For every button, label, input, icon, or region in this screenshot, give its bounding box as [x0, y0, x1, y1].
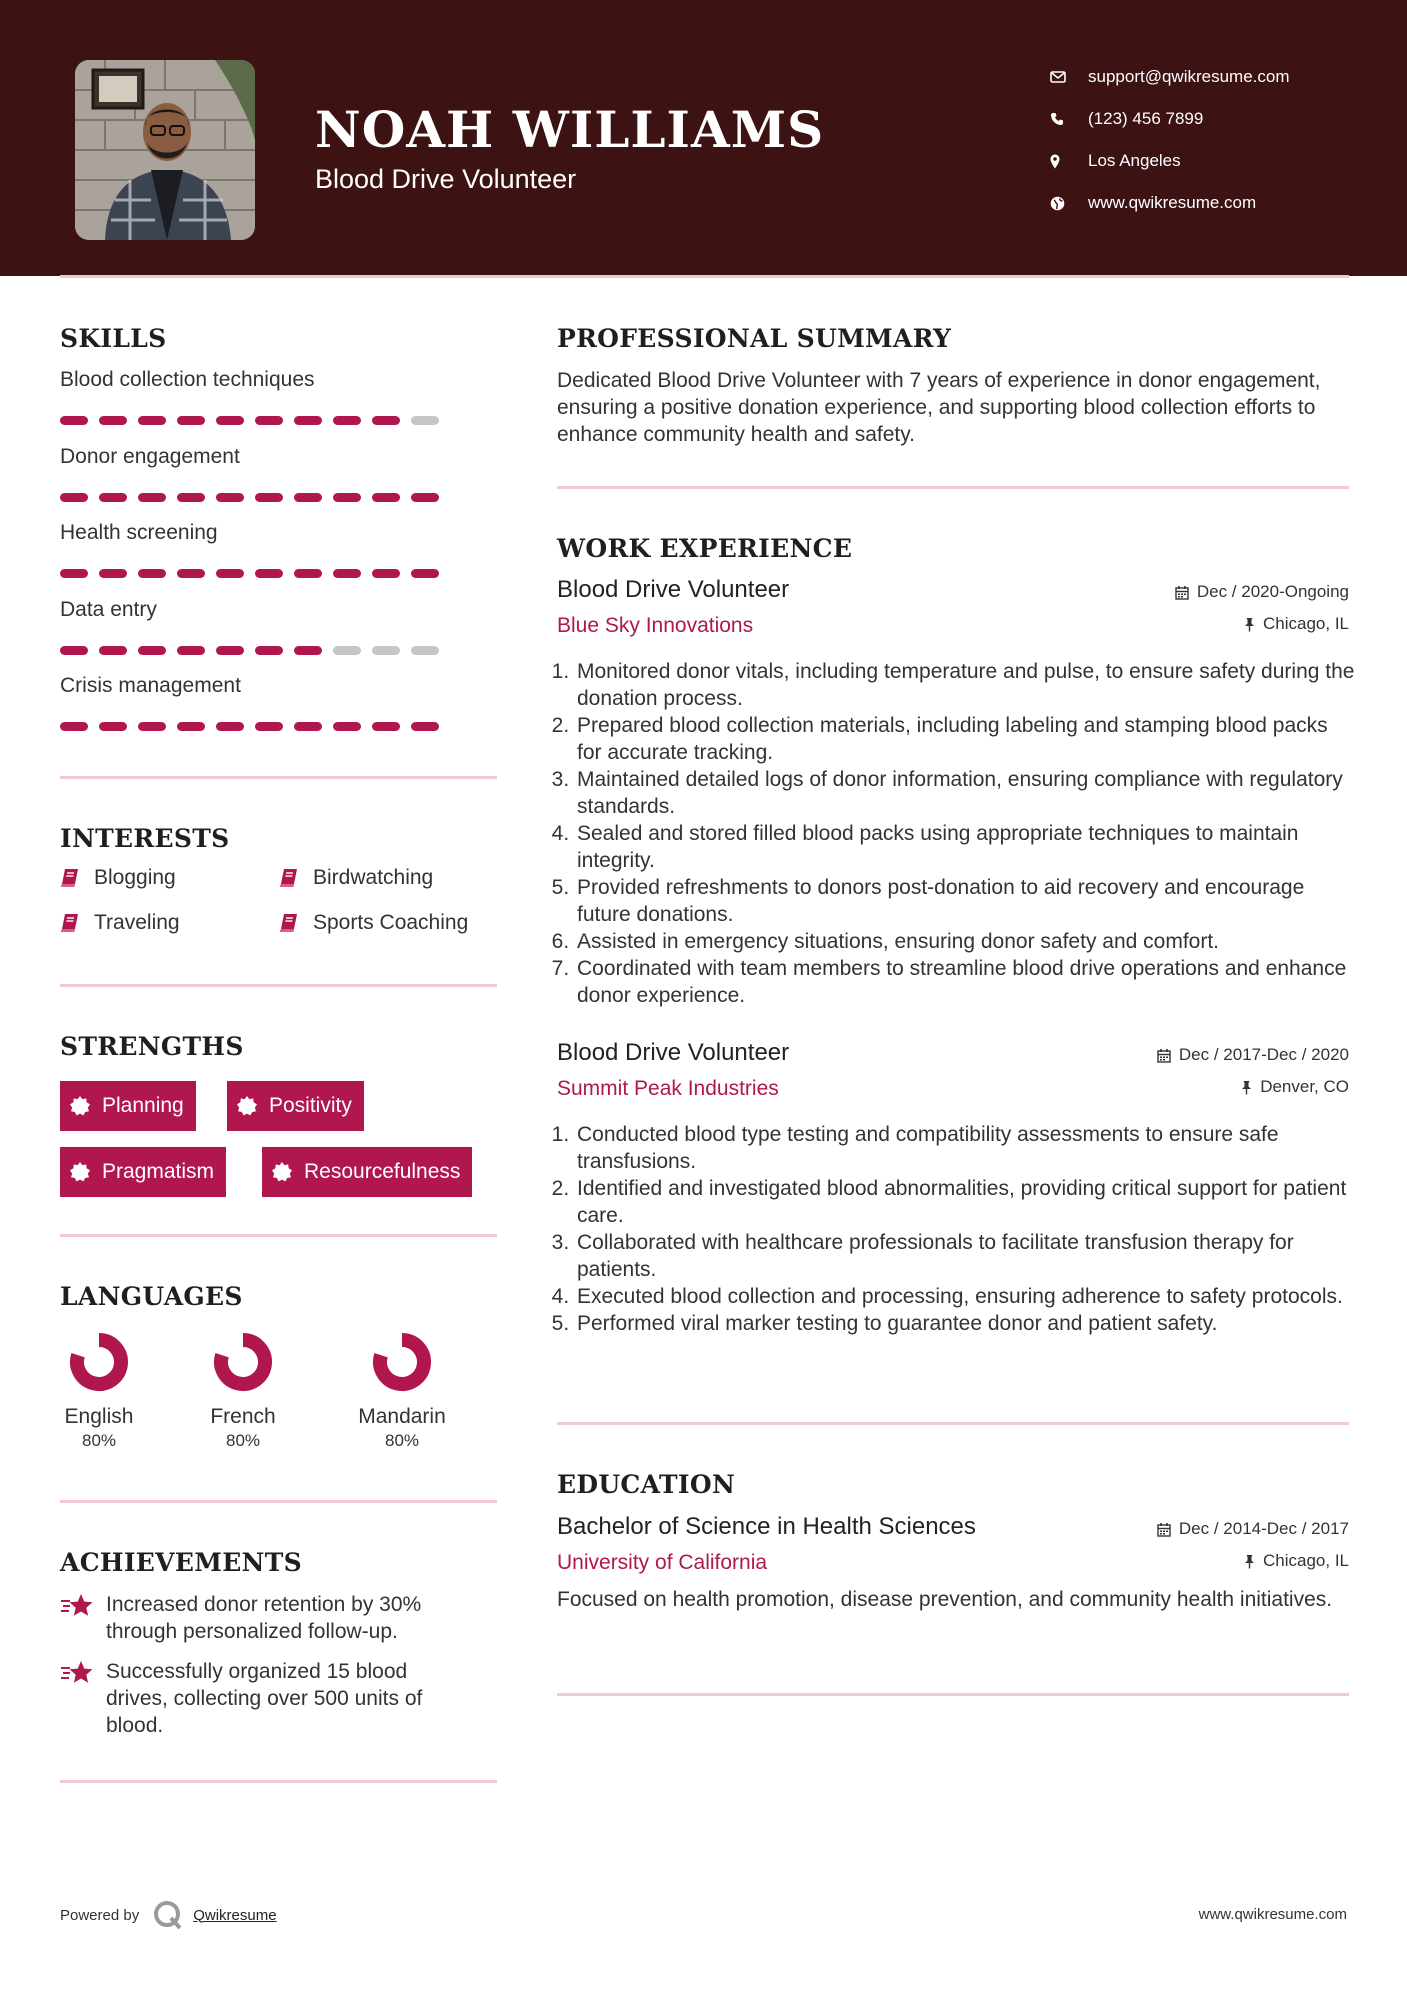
skill-dash-filled [333, 416, 361, 425]
skill-dash-filled [294, 416, 322, 425]
language-percent: 80% [225, 1431, 261, 1450]
job-header [557, 576, 1349, 646]
book-icon [60, 868, 80, 888]
job-date [1157, 1045, 1349, 1065]
education-heading: EDUCATION [557, 1470, 736, 1499]
duty-item: 2. Identified and investigated blood abnormalities, providing critical support for patient care. [575, 1175, 1357, 1229]
interest-item [60, 911, 180, 935]
skill-dash-filled [255, 646, 283, 655]
badge-icon [70, 1096, 90, 1116]
strength-label: Resourcefulness [304, 1160, 461, 1183]
skill-dash-filled [138, 569, 166, 578]
header-divider [60, 275, 1349, 278]
skill-dash-filled [333, 722, 361, 731]
language-ring [213, 1332, 273, 1392]
contact-email[interactable] [1050, 56, 1290, 98]
duty-item: 6. Assisted in emergency situations, ensuring donor safety and comfort. [575, 928, 1357, 955]
strengths-heading: STRENGTHS [60, 1032, 244, 1061]
strength-label: Positivity [269, 1094, 352, 1117]
pushpin-icon [1244, 1554, 1255, 1569]
summary-text: Dedicated Blood Drive Volunteer with 7 years of experience in donor engagement, ensuring a positive donation experience, and supporting blood collection efforts to enhance community health and safety. [557, 369, 1321, 446]
interest-label: Traveling [94, 911, 180, 934]
duty-item: 5. Performed viral marker testing to guarantee donor and patient safety. [575, 1310, 1357, 1337]
candidate-title: Blood Drive Volunteer [315, 164, 577, 194]
skill-dash-empty [372, 646, 400, 655]
job-date [1175, 582, 1349, 602]
strength-tag [60, 1147, 226, 1197]
job-company: Summit Peak Industries [557, 1077, 779, 1100]
interest-item [60, 866, 176, 890]
skill-dash-filled [99, 646, 127, 655]
languages-heading: LANGUAGES [60, 1282, 243, 1311]
skill-item [60, 368, 440, 425]
strength-tag [262, 1147, 472, 1197]
section-divider [557, 486, 1349, 489]
job-location [1241, 1077, 1349, 1097]
achievements-heading: ACHIEVEMENTS [60, 1548, 302, 1577]
globe-icon [1050, 196, 1088, 211]
school-name: University of California [557, 1551, 768, 1574]
calendar-icon [1157, 1048, 1171, 1063]
job-company: Blue Sky Innovations [557, 614, 754, 637]
strength-tag [227, 1081, 364, 1131]
skill-dash-filled [255, 416, 283, 425]
language-name: Mandarin [358, 1405, 446, 1428]
language-ring [372, 1332, 432, 1392]
calendar-icon [1157, 1522, 1171, 1537]
badge-icon [70, 1162, 90, 1182]
resume-header [0, 0, 1407, 276]
job-location-text: Denver, CO [1260, 1077, 1349, 1096]
skill-dash-empty [333, 646, 361, 655]
map-pin-icon [1050, 154, 1088, 169]
education-date-text: Dec / 2014-Dec / 2017 [1178, 1519, 1349, 1538]
section-divider [557, 1422, 1349, 1425]
interest-item [279, 911, 468, 935]
language-ring-arc [221, 1340, 265, 1384]
job-date-text: Dec / 2017-Dec / 2020 [1178, 1045, 1349, 1064]
interests-heading: INTERESTS [60, 824, 230, 853]
language-item [39, 1332, 159, 1451]
skills-heading: SKILLS [60, 324, 167, 353]
job-location-text: Chicago, IL [1263, 614, 1349, 633]
strength-label: Planning [102, 1094, 184, 1117]
skill-dash-filled [99, 416, 127, 425]
contact-website[interactable] [1050, 182, 1290, 224]
skill-level-bar [60, 493, 440, 502]
achievement-item [60, 1658, 460, 1739]
powered-by-label: Powered by [60, 1906, 140, 1924]
skill-dash-filled [60, 569, 88, 578]
section-divider [60, 1780, 497, 1783]
skill-item [60, 445, 440, 502]
skill-dash-filled [372, 416, 400, 425]
duty-item: 1. Monitored donor vitals, including temperature and pulse, to ensure safety during the donation process. [575, 658, 1357, 712]
achievement-text: Increased donor retention by 30% through personalized follow-up. [106, 1593, 422, 1643]
footer-url[interactable]: www.qwikresume.com [1198, 1906, 1347, 1923]
book-icon [60, 913, 80, 933]
achievement-item [60, 1591, 460, 1645]
strength-tag [60, 1081, 196, 1131]
education-location [1244, 1551, 1349, 1571]
skill-dash-filled [255, 569, 283, 578]
skill-name: Crisis management [60, 674, 241, 697]
contact-email-text: support@qwikresume.com [1088, 67, 1290, 86]
language-percent: 80% [384, 1431, 420, 1450]
badge-icon [272, 1162, 292, 1182]
job-role: Blood Drive Volunteer [557, 576, 790, 603]
skill-dash-filled [216, 722, 244, 731]
skill-dash-filled [99, 569, 127, 578]
skill-dash-filled [216, 416, 244, 425]
skill-dash-filled [216, 493, 244, 502]
skill-dash-filled [333, 493, 361, 502]
skill-dash-empty [411, 416, 439, 425]
star-icon [60, 1660, 94, 1686]
skill-dash-filled [177, 493, 205, 502]
skill-dash-filled [138, 646, 166, 655]
skill-dash-filled [177, 569, 205, 578]
skill-dash-filled [372, 569, 400, 578]
language-name: French [210, 1405, 276, 1428]
skill-dash-filled [255, 722, 283, 731]
skill-dash-filled [333, 569, 361, 578]
degree-name: Bachelor of Science in Health Sciences [557, 1513, 976, 1540]
footer-powered-by [60, 1900, 277, 1930]
skill-dash-filled [138, 416, 166, 425]
contact-location-text: Los Angeles [1088, 151, 1181, 170]
section-divider [60, 776, 497, 779]
skill-dash-filled [177, 722, 205, 731]
pushpin-icon [1244, 617, 1255, 632]
job-duties [557, 658, 1357, 1009]
contact-phone-text: (123) 456 7899 [1088, 109, 1204, 128]
skill-name: Donor engagement [60, 445, 240, 468]
interest-label: Blogging [94, 866, 176, 889]
envelope-icon [1050, 71, 1088, 83]
language-ring-arc [77, 1340, 121, 1384]
skill-dash-empty [411, 646, 439, 655]
skill-dash-filled [60, 416, 88, 425]
education-header [557, 1513, 1349, 1583]
skill-dash-filled [60, 493, 88, 502]
book-icon [279, 913, 299, 933]
section-divider [60, 1500, 497, 1503]
contact-phone[interactable] [1050, 98, 1290, 140]
summary-heading: PROFESSIONAL SUMMARY [557, 324, 952, 353]
duty-item: 2. Prepared blood collection materials, including labeling and stamping blood packs for accurate tracking. [575, 712, 1357, 766]
skill-name: Data entry [60, 598, 157, 621]
language-ring-arc [380, 1340, 424, 1384]
skill-dash-filled [177, 646, 205, 655]
job-date-text: Dec / 2020-Ongoing [1196, 582, 1349, 601]
skill-dash-filled [216, 569, 244, 578]
interest-item [279, 866, 433, 890]
job-location [1244, 614, 1349, 634]
education-location-text: Chicago, IL [1263, 1551, 1349, 1570]
strength-label: Pragmatism [102, 1160, 215, 1183]
duty-item: 3. Collaborated with healthcare professionals to facilitate transfusion therapy for patients. [575, 1229, 1357, 1283]
profile-photo [75, 60, 255, 240]
contact-location [1050, 140, 1290, 182]
skill-dash-filled [216, 646, 244, 655]
duty-item: 4. Executed blood collection and processing, ensuring adherence to safety protocols. [575, 1283, 1357, 1310]
interest-label: Sports Coaching [313, 911, 469, 934]
section-divider [60, 1234, 497, 1237]
skill-dash-filled [372, 493, 400, 502]
skill-dash-filled [99, 722, 127, 731]
calendar-icon [1175, 585, 1189, 600]
section-divider [60, 984, 497, 987]
duty-item: 3. Maintained detailed logs of donor information, ensuring compliance with regulatory standards. [575, 766, 1357, 820]
language-ring [69, 1332, 129, 1392]
phone-icon [1050, 112, 1088, 126]
interest-label: Birdwatching [313, 866, 434, 889]
language-item [342, 1332, 462, 1451]
job-duties [557, 1121, 1357, 1337]
skill-level-bar [60, 722, 440, 731]
skill-level-bar [60, 416, 440, 425]
badge-icon [237, 1096, 257, 1116]
duty-item: 4. Sealed and stored filled blood packs using appropriate techniques to maintain integrity. [575, 820, 1357, 874]
skill-dash-filled [411, 722, 439, 731]
star-icon [60, 1593, 94, 1619]
skill-name: Health screening [60, 521, 218, 544]
skill-dash-filled [294, 493, 322, 502]
job-role: Blood Drive Volunteer [557, 1039, 790, 1066]
qwikresume-logo-icon [153, 1900, 183, 1930]
skill-dash-filled [138, 493, 166, 502]
skill-dash-filled [99, 493, 127, 502]
duty-item: 1. Conducted blood type testing and compatibility assessments to ensure safe transfusions. [575, 1121, 1357, 1175]
skill-item [60, 521, 440, 578]
skill-dash-filled [60, 646, 88, 655]
skill-dash-filled [294, 569, 322, 578]
section-divider [557, 1693, 1349, 1696]
language-item [183, 1332, 303, 1451]
skill-dash-filled [372, 722, 400, 731]
skill-item [60, 674, 440, 731]
duty-item: 7. Coordinated with team members to streamline blood drive operations and enhance donor experience. [575, 955, 1357, 1009]
duty-item: 5. Provided refreshments to donors post-donation to aid recovery and encourage future donations. [575, 874, 1357, 928]
pushpin-icon [1241, 1080, 1252, 1095]
job-header [557, 1039, 1349, 1109]
skill-dash-filled [60, 722, 88, 731]
skill-dash-filled [138, 722, 166, 731]
achievement-text: Successfully organized 15 blood drives, collecting over 500 units of blood. [106, 1660, 423, 1737]
education-description: Focused on health promotion, disease prevention, and community health initiatives. [557, 1588, 1333, 1611]
experience-heading: WORK EXPERIENCE [557, 534, 853, 563]
skill-dash-filled [411, 569, 439, 578]
skill-dash-filled [411, 493, 439, 502]
skill-item [60, 598, 440, 655]
skill-dash-filled [255, 493, 283, 502]
qwikresume-link[interactable]: Qwikresume [193, 1906, 277, 1924]
contact-website-text: www.qwikresume.com [1088, 193, 1257, 212]
language-percent: 80% [81, 1431, 117, 1450]
skill-name: Blood collection techniques [60, 368, 315, 391]
contact-list [1050, 56, 1290, 224]
language-name: English [64, 1405, 134, 1428]
education-date [1157, 1519, 1349, 1539]
skill-dash-filled [294, 722, 322, 731]
skill-dash-filled [177, 416, 205, 425]
book-icon [279, 868, 299, 888]
skill-dash-filled [294, 646, 322, 655]
candidate-name: NOAH WILLIAMS [315, 100, 825, 159]
skill-level-bar [60, 646, 440, 655]
skill-level-bar [60, 569, 440, 578]
